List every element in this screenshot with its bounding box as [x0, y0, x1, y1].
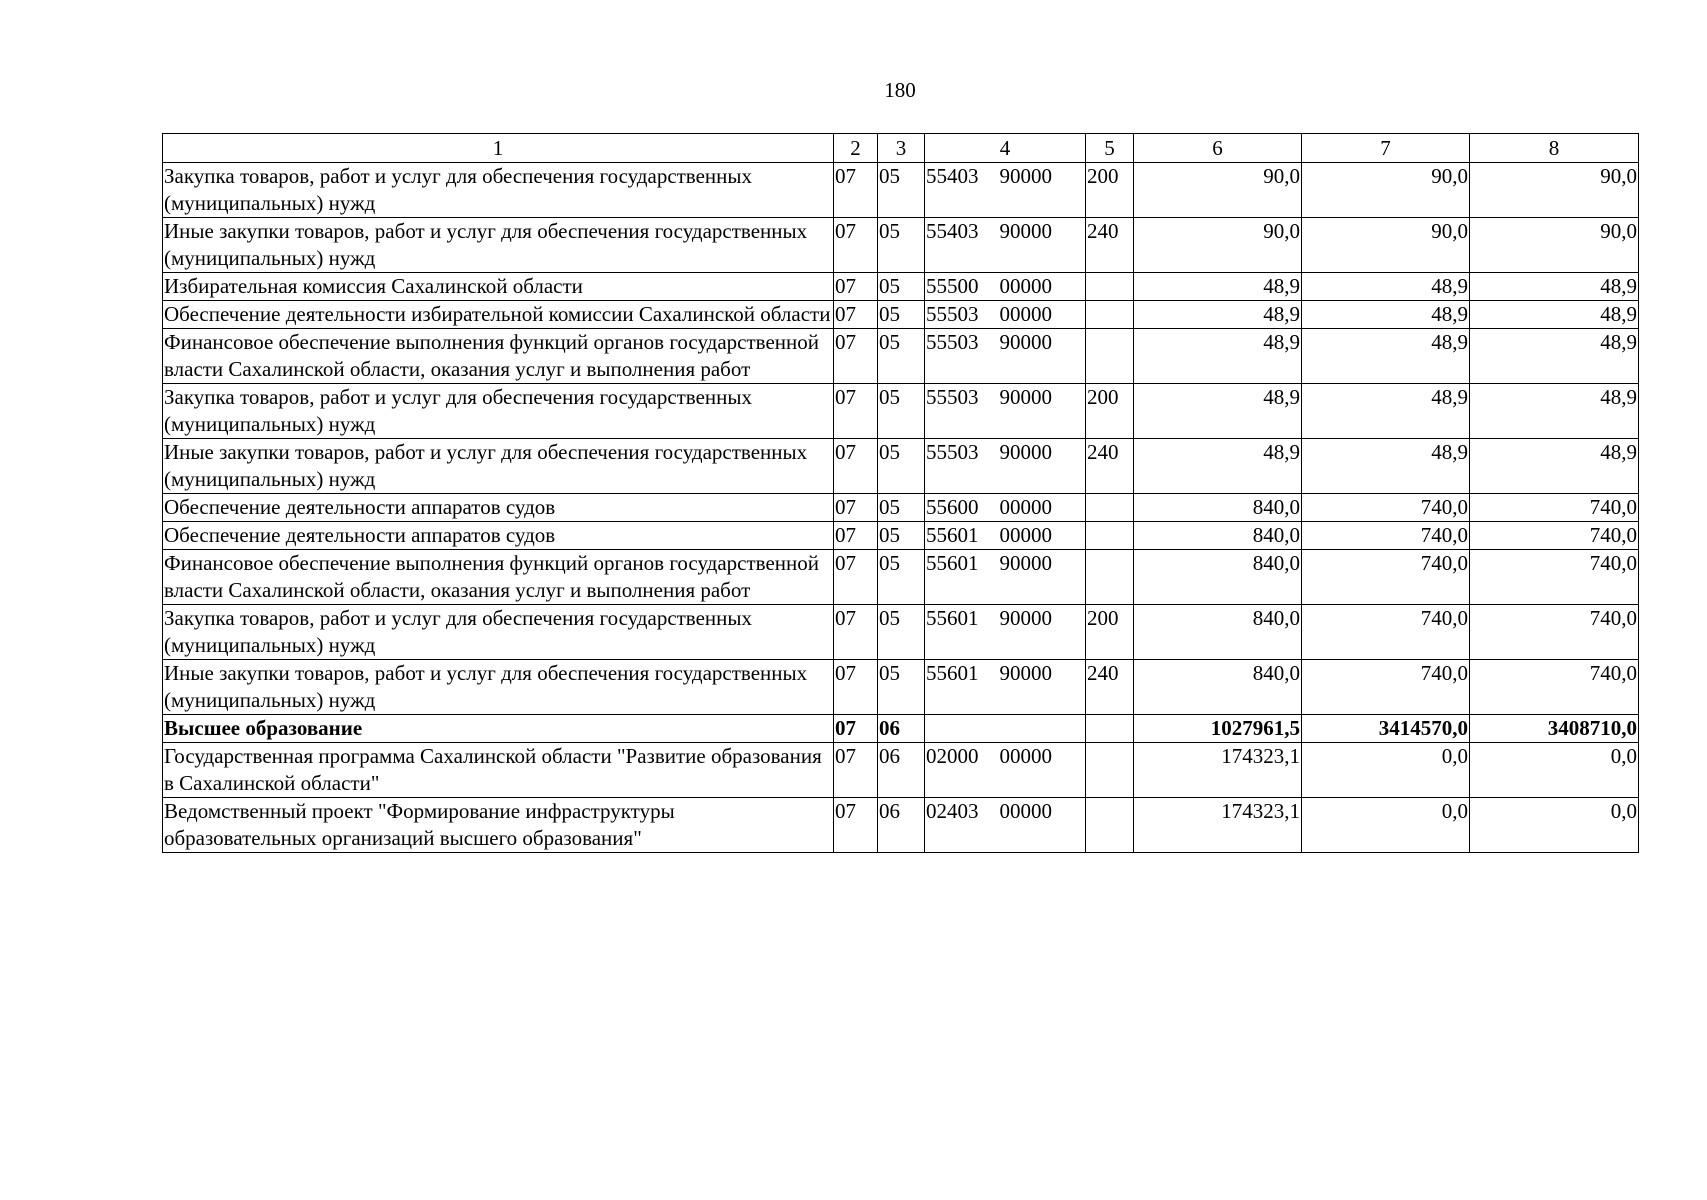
row-expense-type-code	[1086, 798, 1134, 853]
target-code-direction: 90000	[999, 219, 1052, 243]
table-row	[163, 660, 1639, 715]
row-name: Иные закупки товаров, работ и услуг для обеспечения государственных (муниципальных) нужд	[163, 218, 834, 273]
row-section-code: 07	[834, 550, 878, 605]
row-section-code: 07	[834, 273, 878, 301]
row-target-code	[925, 384, 1086, 439]
row-value-col7: 3414570,0	[1302, 715, 1470, 743]
row-value-col6: 840,0	[1134, 660, 1302, 715]
target-code-program: 55601	[926, 523, 979, 547]
row-name: Обеспечение деятельности аппаратов судов	[163, 522, 834, 550]
row-name: Государственная программа Сахалинской области "Развитие образования в Сахалинской области"	[163, 743, 834, 798]
row-value-col7: 740,0	[1302, 660, 1470, 715]
row-subsection-code: 05	[878, 550, 925, 605]
row-target-code	[925, 660, 1086, 715]
row-value-col6: 48,9	[1134, 329, 1302, 384]
row-value-col8: 0,0	[1470, 743, 1639, 798]
table-row	[163, 550, 1639, 605]
row-target-code	[925, 522, 1086, 550]
row-value-col8: 740,0	[1470, 522, 1639, 550]
target-code-program: 55503	[926, 330, 979, 354]
target-code-program: 02403	[926, 799, 979, 823]
table-row	[163, 163, 1639, 218]
row-value-col7: 48,9	[1302, 329, 1470, 384]
row-subsection-code: 05	[878, 301, 925, 329]
row-section-code: 07	[834, 329, 878, 384]
row-subsection-code: 05	[878, 329, 925, 384]
row-target-code	[925, 273, 1086, 301]
row-name: Закупка товаров, работ и услуг для обеспечения государственных (муниципальных) нужд	[163, 163, 834, 218]
row-target-code	[925, 163, 1086, 218]
row-subsection-code: 05	[878, 384, 925, 439]
target-code-direction: 00000	[999, 302, 1052, 326]
table-row	[163, 494, 1639, 522]
row-value-col7: 90,0	[1302, 218, 1470, 273]
row-value-col8: 48,9	[1470, 329, 1639, 384]
row-value-col6: 840,0	[1134, 522, 1302, 550]
table-row	[163, 605, 1639, 660]
row-expense-type-code	[1086, 522, 1134, 550]
target-code-direction: 90000	[999, 606, 1052, 630]
row-value-col7: 740,0	[1302, 605, 1470, 660]
budget-table	[162, 133, 1639, 853]
row-value-col8: 740,0	[1470, 550, 1639, 605]
row-value-col8: 90,0	[1470, 218, 1639, 273]
row-subsection-code: 05	[878, 660, 925, 715]
row-value-col7: 48,9	[1302, 301, 1470, 329]
row-subsection-code: 05	[878, 273, 925, 301]
row-target-code	[925, 550, 1086, 605]
row-subsection-code: 05	[878, 163, 925, 218]
row-value-col7: 0,0	[1302, 798, 1470, 853]
col-header-5: 5	[1086, 134, 1134, 163]
col-header-2: 2	[834, 134, 878, 163]
row-value-col6: 90,0	[1134, 163, 1302, 218]
row-expense-type-code: 200	[1086, 163, 1134, 218]
row-subsection-code: 06	[878, 743, 925, 798]
row-value-col8: 740,0	[1470, 605, 1639, 660]
target-code-program: 55601	[926, 551, 979, 575]
row-expense-type-code	[1086, 329, 1134, 384]
row-section-code: 07	[834, 301, 878, 329]
row-name: Ведомственный проект "Формирование инфраструктуры образовательных организаций высшего образования"	[163, 798, 834, 853]
row-expense-type-code: 240	[1086, 218, 1134, 273]
row-value-col7: 0,0	[1302, 743, 1470, 798]
target-code-direction: 00000	[999, 523, 1052, 547]
row-value-col8: 48,9	[1470, 439, 1639, 494]
row-name: Обеспечение деятельности избирательной комиссии Сахалинской области	[163, 301, 834, 329]
row-value-col7: 48,9	[1302, 384, 1470, 439]
row-section-code: 07	[834, 384, 878, 439]
row-section-code: 07	[834, 218, 878, 273]
row-target-code	[925, 715, 1086, 743]
row-name: Обеспечение деятельности аппаратов судов	[163, 494, 834, 522]
target-code-direction: 90000	[999, 440, 1052, 464]
row-subsection-code: 05	[878, 439, 925, 494]
row-section-code: 07	[834, 439, 878, 494]
col-header-7: 7	[1302, 134, 1470, 163]
table-row	[163, 384, 1639, 439]
row-target-code	[925, 218, 1086, 273]
row-subsection-code: 06	[878, 715, 925, 743]
target-code-program: 02000	[926, 744, 979, 768]
target-code-program: 55500	[926, 274, 979, 298]
row-target-code	[925, 439, 1086, 494]
table-row	[163, 743, 1639, 798]
row-expense-type-code: 200	[1086, 605, 1134, 660]
table-body	[163, 163, 1639, 853]
row-name: Финансовое обеспечение выполнения функций органов государственной власти Сахалинской области, оказания услуг и выполнения работ	[163, 550, 834, 605]
row-expense-type-code: 240	[1086, 660, 1134, 715]
row-value-col7: 740,0	[1302, 494, 1470, 522]
row-value-col6: 174323,1	[1134, 743, 1302, 798]
target-code-program: 55600	[926, 495, 979, 519]
target-code-program: 55403	[926, 219, 979, 243]
target-code-program: 55403	[926, 164, 979, 188]
col-header-6: 6	[1134, 134, 1302, 163]
target-code-direction: 00000	[999, 495, 1052, 519]
row-value-col6: 48,9	[1134, 273, 1302, 301]
target-code-direction: 00000	[999, 799, 1052, 823]
row-name: Высшее образование	[163, 715, 834, 743]
row-subsection-code: 05	[878, 605, 925, 660]
row-name: Закупка товаров, работ и услуг для обеспечения государственных (муниципальных) нужд	[163, 384, 834, 439]
row-value-col6: 174323,1	[1134, 798, 1302, 853]
row-name: Финансовое обеспечение выполнения функций органов государственной власти Сахалинской области, оказания услуг и выполнения работ	[163, 329, 834, 384]
row-expense-type-code	[1086, 715, 1134, 743]
row-section-code: 07	[834, 798, 878, 853]
row-value-col6: 1027961,5	[1134, 715, 1302, 743]
row-expense-type-code: 240	[1086, 439, 1134, 494]
row-value-col7: 740,0	[1302, 522, 1470, 550]
table-row	[163, 522, 1639, 550]
row-value-col6: 90,0	[1134, 218, 1302, 273]
page-number: 180	[884, 78, 916, 102]
row-section-code: 07	[834, 605, 878, 660]
row-name: Иные закупки товаров, работ и услуг для обеспечения государственных (муниципальных) нужд	[163, 439, 834, 494]
row-target-code	[925, 605, 1086, 660]
target-code-program: 55503	[926, 440, 979, 464]
row-section-code: 07	[834, 743, 878, 798]
target-code-direction: 90000	[999, 661, 1052, 685]
row-name: Иные закупки товаров, работ и услуг для обеспечения государственных (муниципальных) нужд	[163, 660, 834, 715]
row-subsection-code: 05	[878, 494, 925, 522]
row-subsection-code: 06	[878, 798, 925, 853]
row-value-col6: 840,0	[1134, 494, 1302, 522]
row-value-col8: 90,0	[1470, 163, 1639, 218]
row-target-code	[925, 301, 1086, 329]
table-row	[163, 439, 1639, 494]
row-value-col8: 740,0	[1470, 494, 1639, 522]
row-name: Избирательная комиссия Сахалинской области	[163, 273, 834, 301]
table-row	[163, 301, 1639, 329]
table-row	[163, 798, 1639, 853]
row-value-col7: 48,9	[1302, 273, 1470, 301]
row-section-code: 07	[834, 522, 878, 550]
table-row	[163, 715, 1639, 743]
row-expense-type-code: 200	[1086, 384, 1134, 439]
row-expense-type-code	[1086, 550, 1134, 605]
row-value-col7: 48,9	[1302, 439, 1470, 494]
row-value-col8: 0,0	[1470, 798, 1639, 853]
table-row	[163, 218, 1639, 273]
row-name: Закупка товаров, работ и услуг для обеспечения государственных (муниципальных) нужд	[163, 605, 834, 660]
row-value-col8: 740,0	[1470, 660, 1639, 715]
table-row	[163, 329, 1639, 384]
row-subsection-code: 05	[878, 218, 925, 273]
target-code-program: 55601	[926, 606, 979, 630]
target-code-direction: 00000	[999, 744, 1052, 768]
row-value-col8: 48,9	[1470, 384, 1639, 439]
target-code-direction: 90000	[999, 330, 1052, 354]
target-code-direction: 90000	[999, 164, 1052, 188]
col-header-8: 8	[1470, 134, 1639, 163]
row-value-col6: 48,9	[1134, 384, 1302, 439]
row-target-code	[925, 798, 1086, 853]
target-code-direction: 00000	[999, 274, 1052, 298]
row-value-col6: 840,0	[1134, 605, 1302, 660]
row-target-code	[925, 329, 1086, 384]
target-code-program: 55503	[926, 302, 979, 326]
row-target-code	[925, 743, 1086, 798]
row-value-col8: 3408710,0	[1470, 715, 1639, 743]
row-expense-type-code	[1086, 273, 1134, 301]
col-header-4: 4	[925, 134, 1086, 163]
row-value-col6: 48,9	[1134, 439, 1302, 494]
row-expense-type-code	[1086, 494, 1134, 522]
row-section-code: 07	[834, 660, 878, 715]
col-header-3: 3	[878, 134, 925, 163]
row-value-col6: 840,0	[1134, 550, 1302, 605]
target-code-program: 55503	[926, 385, 979, 409]
target-code-direction: 90000	[999, 385, 1052, 409]
row-expense-type-code	[1086, 743, 1134, 798]
row-section-code: 07	[834, 494, 878, 522]
row-value-col6: 48,9	[1134, 301, 1302, 329]
target-code-program: 55601	[926, 661, 979, 685]
target-code-direction: 90000	[999, 551, 1052, 575]
row-value-col8: 48,9	[1470, 273, 1639, 301]
col-header-1: 1	[163, 134, 834, 163]
row-target-code	[925, 494, 1086, 522]
row-section-code: 07	[834, 715, 878, 743]
row-value-col8: 48,9	[1470, 301, 1639, 329]
header-row	[163, 134, 1639, 163]
row-value-col7: 740,0	[1302, 550, 1470, 605]
row-expense-type-code	[1086, 301, 1134, 329]
row-section-code: 07	[834, 163, 878, 218]
row-subsection-code: 05	[878, 522, 925, 550]
row-value-col7: 90,0	[1302, 163, 1470, 218]
table-row	[163, 273, 1639, 301]
